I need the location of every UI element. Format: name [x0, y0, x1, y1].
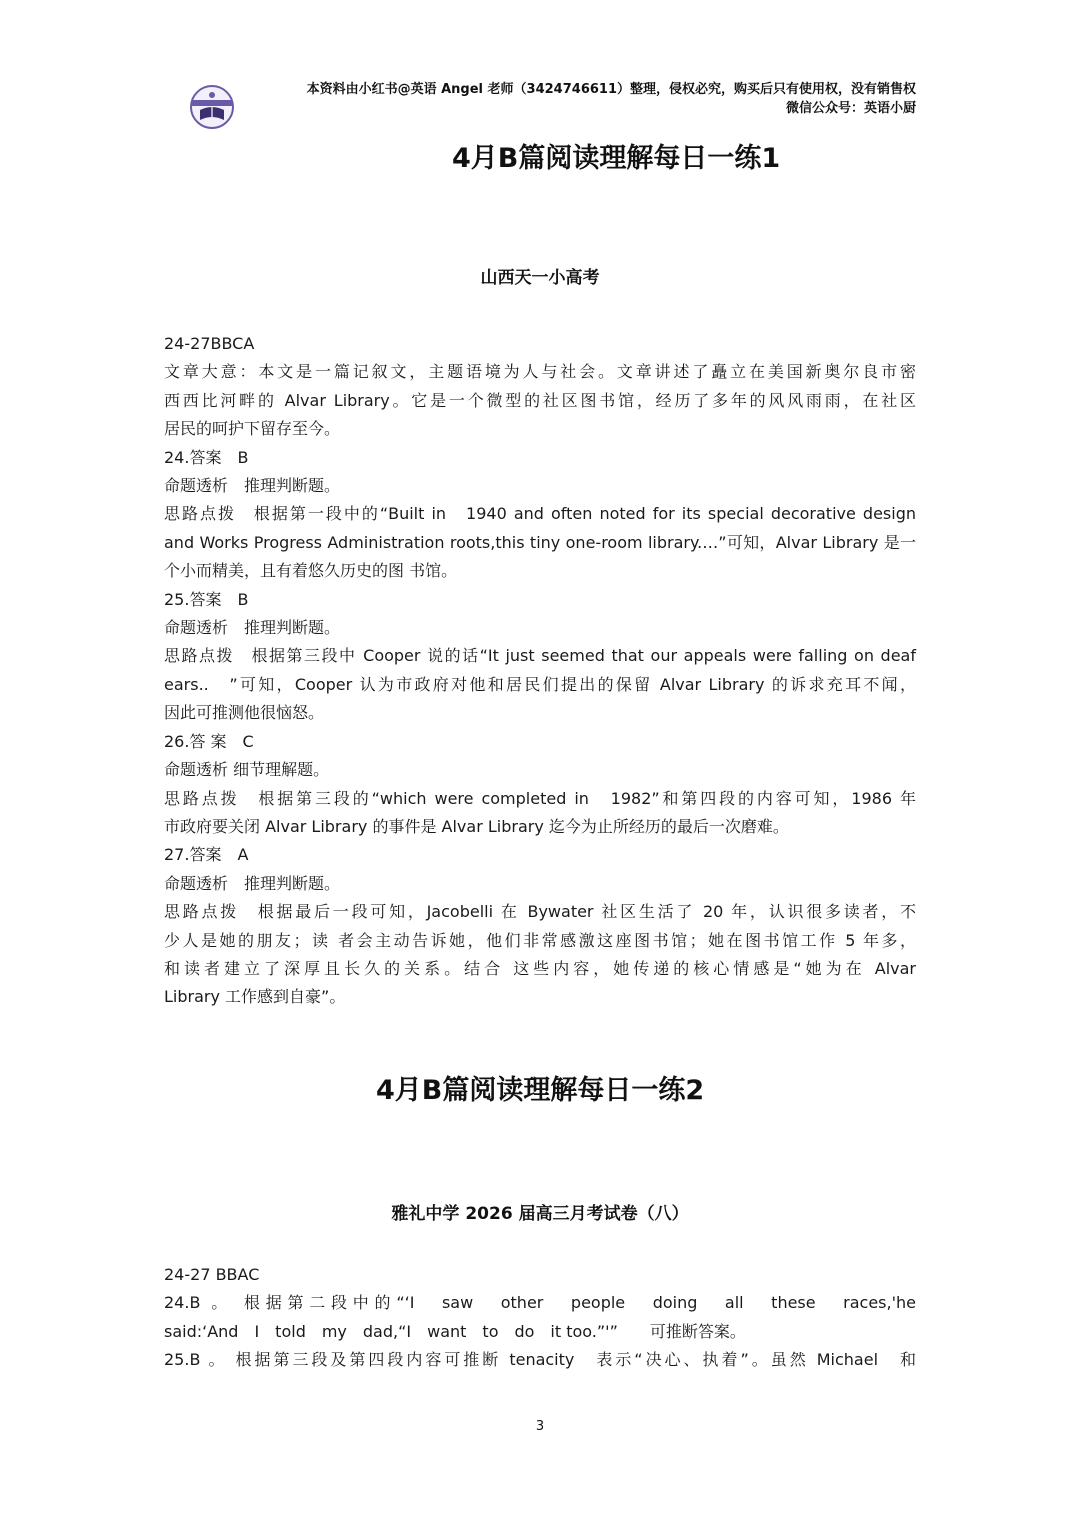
body-line: 思路点拨 根据第一段中的“Built in 1940 and often noted for its special decorative design — [164, 504, 916, 524]
answer-line: 27.答案 A — [164, 845, 249, 865]
body-line: 思路点拨 根据第三段中 Cooper 说的话“It just seemed that our appeals were falling on deaf — [164, 646, 916, 666]
answer-line: 24.答案 B — [164, 447, 249, 467]
body-line: 和读者建立了深厚且长久的关系。结合 这些内容，她传递的核心情感是“她为在 Alvar — [164, 958, 916, 978]
body-line: 命题透析 细节理解题。 — [164, 760, 330, 780]
body-line: 命题透析 推理判断题。 — [164, 476, 341, 496]
body-line: ears.. ”可知，Cooper 认为市政府对他和居民们提出的保留 Alvar Library 的诉求充耳不闻， — [164, 674, 916, 694]
body-line: 市政府要关闭 Alvar Library 的事件是 Alvar Library 迄今为止所经历的最后一次磨难。 — [164, 816, 789, 836]
body-line: 25.B 。 根据第三段及第四段内容可推断 tenacity 表示“决心、执着”。虽然 Michael 和 — [164, 1350, 916, 1370]
body-line: said:‘And I told my dad,“I want to do it too.”'” 可推断答案。 — [164, 1321, 746, 1341]
body-line: and Works Progress Administration roots,this tiny one-room library.…”可知，Alvar Library 是一 — [164, 532, 916, 552]
body-line: 西西比河畔的 Alvar Library。它是一个微型的社区图书馆，经历了多年的风风雨雨，在社区 — [164, 390, 916, 410]
body-line: 思路点拨 根据最后一段可知，Jacobelli 在 Bywater 社区生活了 20 年，认识很多读者，不 — [164, 902, 916, 922]
body-line: 思路点拨 根据第三段的“which were completed in 1982”和第四段的内容可知，1986 年 — [164, 788, 916, 808]
section2-body — [164, 1261, 916, 1375]
body-line: 因此可推测他很恼怒。 — [164, 703, 325, 723]
answer-key-line: 24-27 BBAC — [164, 1265, 260, 1284]
body-line: 文章大意：本文是一篇记叙文，主题语境为人与社会。文章讲述了矗立在美国新奥尔良市密 — [164, 362, 916, 382]
body-line: 24.B 。 根据第二段中的“‘I saw other people doing all these races,'he — [164, 1293, 916, 1313]
section2-title: 4月B篇阅读理解每日一练2 — [376, 1075, 705, 1106]
body-line: Library 工作感到自豪”。 — [164, 987, 346, 1007]
body-line: 居民的呵护下留存至今。 — [164, 419, 341, 439]
body-line: 少人是她的朋友；读 者会主动告诉她，他们非常感激这座图书馆；她在图书馆工作 5 年多， — [164, 930, 916, 950]
answer-key-line: 24-27BBCA — [164, 334, 255, 353]
header-copyright-line: 本资料由小红书@英语 Angel 老师（3424746611）整理，侵权必究，购买后只有使用权，没有销售权 — [306, 82, 916, 97]
answer-line: 25.答案 B — [164, 589, 249, 609]
body-line: 个小而精美，且有着悠久历史的图 书馆。 — [164, 561, 458, 581]
header-wechat-line: 微信公众号：英语小厨 — [785, 101, 916, 116]
document-header — [307, 80, 916, 118]
section1-title: 4月B篇阅读理解每日一练1 — [452, 143, 781, 174]
section1-source: 山西天一小高考 — [480, 268, 600, 288]
body-line: 命题透析 推理判断题。 — [164, 873, 341, 893]
section1-body — [164, 330, 916, 1012]
publisher-logo-icon — [186, 84, 238, 130]
page-number: 3 — [535, 1419, 545, 1434]
section2-source: 雅礼中学 2026 届高三月考试卷（八） — [391, 1204, 689, 1224]
answer-line: 26.答 案 C — [164, 731, 254, 751]
body-line: 命题透析 推理判断题。 — [164, 618, 341, 638]
